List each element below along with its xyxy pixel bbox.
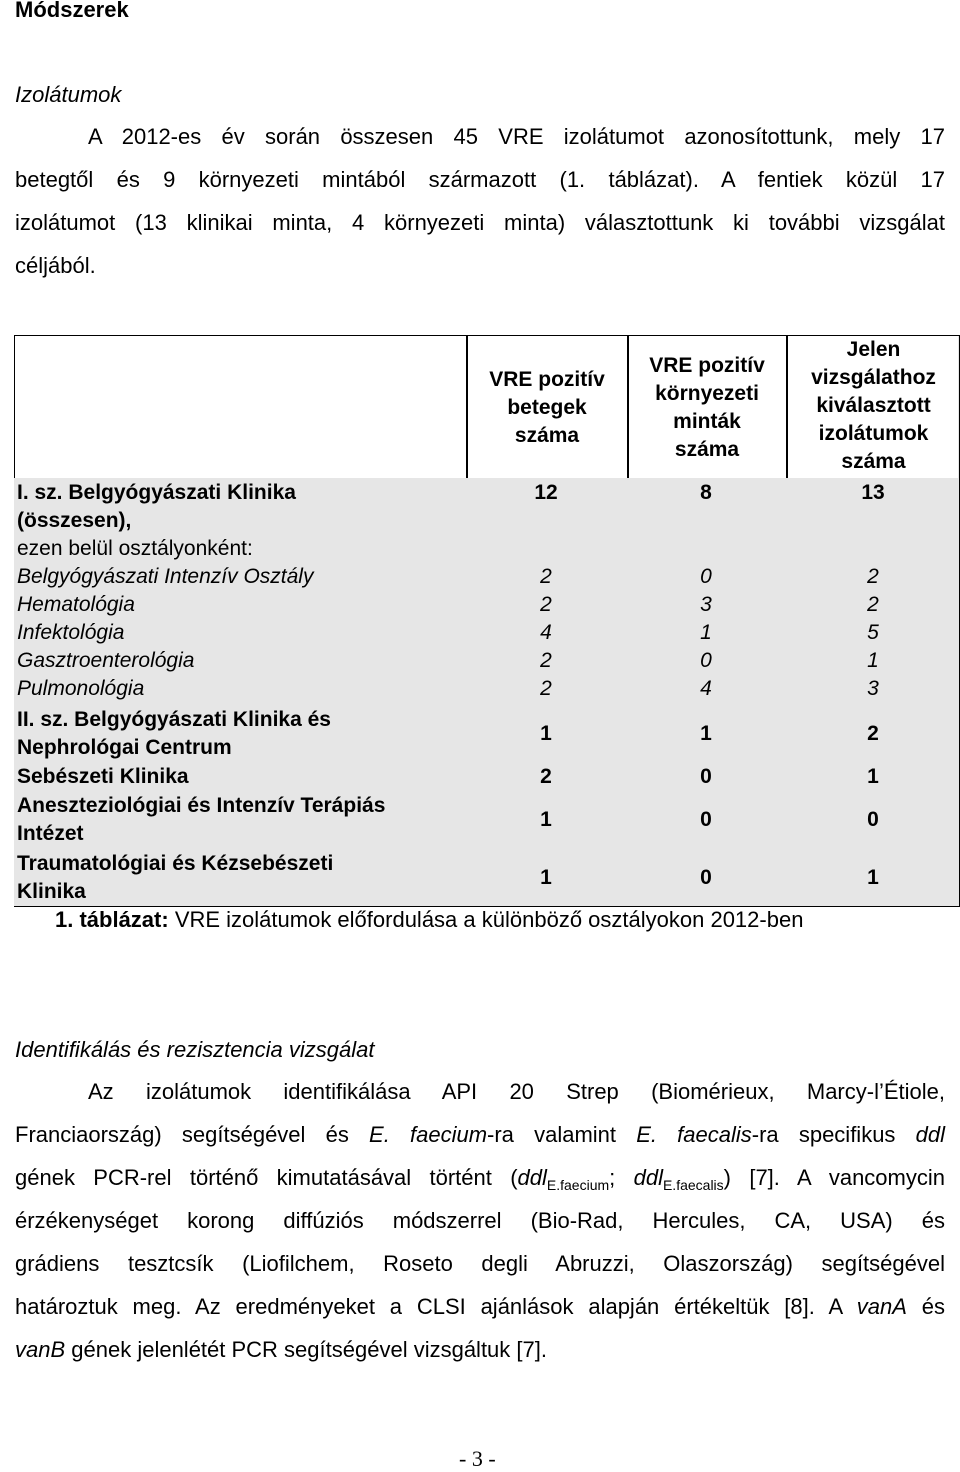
cell-value: 3 (867, 677, 879, 700)
row-label: Aneszteziológiai és Intenzív Terápiás (17, 794, 386, 817)
cell-value: 2 (867, 565, 879, 588)
cell-value: 2 (867, 722, 879, 745)
cell-value: 2 (540, 677, 552, 700)
row-label: ezen belül osztályonként: (17, 537, 253, 560)
header-line: VRE pozitív (489, 368, 605, 391)
header-selected (787, 336, 960, 476)
header-line: Jelen (846, 338, 901, 361)
row-label: Sebészeti Klinika (17, 765, 189, 788)
paragraph-line: céljából. (15, 253, 96, 278)
paragraph-line: betegtől és 9 környezeti mintából származott (1. táblázat). A fentiek közül 17 (15, 167, 945, 192)
cell-value: 0 (700, 649, 712, 672)
cell-value: 1 (867, 765, 879, 788)
cell-value: 13 (861, 481, 885, 504)
paragraph-line: Franciaország) segítségével és E. faecium-ra valamint E. faecalis-ra specifikus ddl (15, 1122, 945, 1147)
paragraph-line: határoztuk meg. Az eredményeket a CLSI ajánlások alapján értékeltük [8]. A vanA és (15, 1294, 945, 1319)
paragraph-line: érzékenységet korong diffúziós módszerrel (Bio-Rad, Hercules, CA, USA) és (15, 1208, 945, 1233)
cell-value: 1 (540, 722, 552, 745)
subrow-label: Gasztroenterológia (17, 649, 195, 672)
header-line: vizsgálathoz (811, 366, 936, 389)
isolates-heading: Izolátumok (15, 82, 122, 107)
isolates-paragraph (15, 122, 945, 294)
header-line: betegek (507, 396, 587, 419)
subrow-label: Belgyógyászati Intenzív Osztály (17, 565, 314, 588)
cell-value: 1 (867, 866, 879, 889)
row-label: Nephrológai Centrum (17, 736, 232, 759)
cell-value: 2 (540, 593, 552, 616)
identification-paragraph (15, 1077, 945, 1378)
cell-value: 4 (540, 621, 552, 644)
subrow-label: Infektológia (17, 621, 125, 644)
row-label: (összesen), (17, 509, 132, 532)
cell-value: 1 (540, 808, 552, 831)
cell-value: 1 (700, 722, 712, 745)
paragraph-line: gének PCR-rel történő kimutatásával történt (ddl$_{E.faecium}$; ddl$_{E.faecalis}$) [7]. A vancomycin (15, 1165, 945, 1193)
cell-value: 4 (700, 677, 712, 700)
header-patients (467, 366, 627, 450)
cell-value: 8 (700, 481, 712, 504)
paragraph-line: grádiens tesztcsík (Liofilchem, Roseto degli Abruzzi, Olaszország) segítségével (15, 1251, 945, 1276)
header-line: száma (674, 438, 740, 461)
cell-value: 0 (700, 565, 712, 588)
cell-value: 0 (867, 808, 879, 831)
header-line: száma (514, 424, 580, 447)
cell-value: 2 (540, 565, 552, 588)
cell-value: 12 (534, 481, 558, 504)
cell-value: 0 (700, 866, 712, 889)
subrow-label: Pulmonológia (17, 677, 145, 700)
header-line: környezeti (655, 382, 759, 405)
row-label: Traumatológiai és Kézsebészeti (17, 852, 334, 875)
table-header-blank (14, 335, 466, 478)
header-line: izolátumok (818, 422, 929, 445)
header-line: kiválasztott (816, 394, 931, 417)
header-environment (628, 352, 786, 464)
section-title: Módszerek (15, 0, 129, 22)
cell-value: 5 (867, 621, 879, 644)
row-label: II. sz. Belgyógyászati Klinika és (17, 708, 331, 731)
cell-value: 2 (540, 765, 552, 788)
cell-value: 2 (540, 649, 552, 672)
header-line: VRE pozitív (649, 354, 765, 377)
paragraph-line: izolátumot (13 klinikai minta, 4 környezeti minta) választottunk ki további vizsgálat (15, 210, 945, 235)
cell-value: 1 (867, 649, 879, 672)
cell-value: 1 (700, 621, 712, 644)
page-number: - 3 - (459, 1446, 496, 1471)
caption-text: VRE izolátumok előfordulása a különböző osztályokon 2012-ben (168, 907, 804, 932)
header-line: minták (673, 410, 741, 433)
subrow-label: Hematológia (17, 593, 135, 616)
paragraph-line: A 2012-es év során összesen 45 VRE izolátumot azonosítottunk, mely 17 (88, 124, 945, 149)
row-label: I. sz. Belgyógyászati Klinika (17, 481, 296, 504)
header-line: száma (841, 450, 906, 473)
cell-value: 1 (540, 866, 552, 889)
paragraph-line: Az izolátumok identifikálása API 20 Strep (Biomérieux, Marcy-l’Étiole, (88, 1079, 945, 1104)
cell-value: 0 (700, 808, 712, 831)
row-label: Klinika (17, 880, 86, 903)
cell-value: 0 (700, 765, 712, 788)
cell-value: 2 (867, 593, 879, 616)
paragraph-line: vanB gének jelenlétét PCR segítségével vizsgáltuk [7]. (15, 1337, 547, 1362)
caption-label: 1. táblázat: (55, 907, 169, 932)
identification-heading: Identifikálás és rezisztencia vizsgálat (15, 1037, 375, 1062)
table-caption (55, 905, 803, 935)
cell-value: 3 (700, 593, 712, 616)
row-label: Intézet (17, 822, 84, 845)
